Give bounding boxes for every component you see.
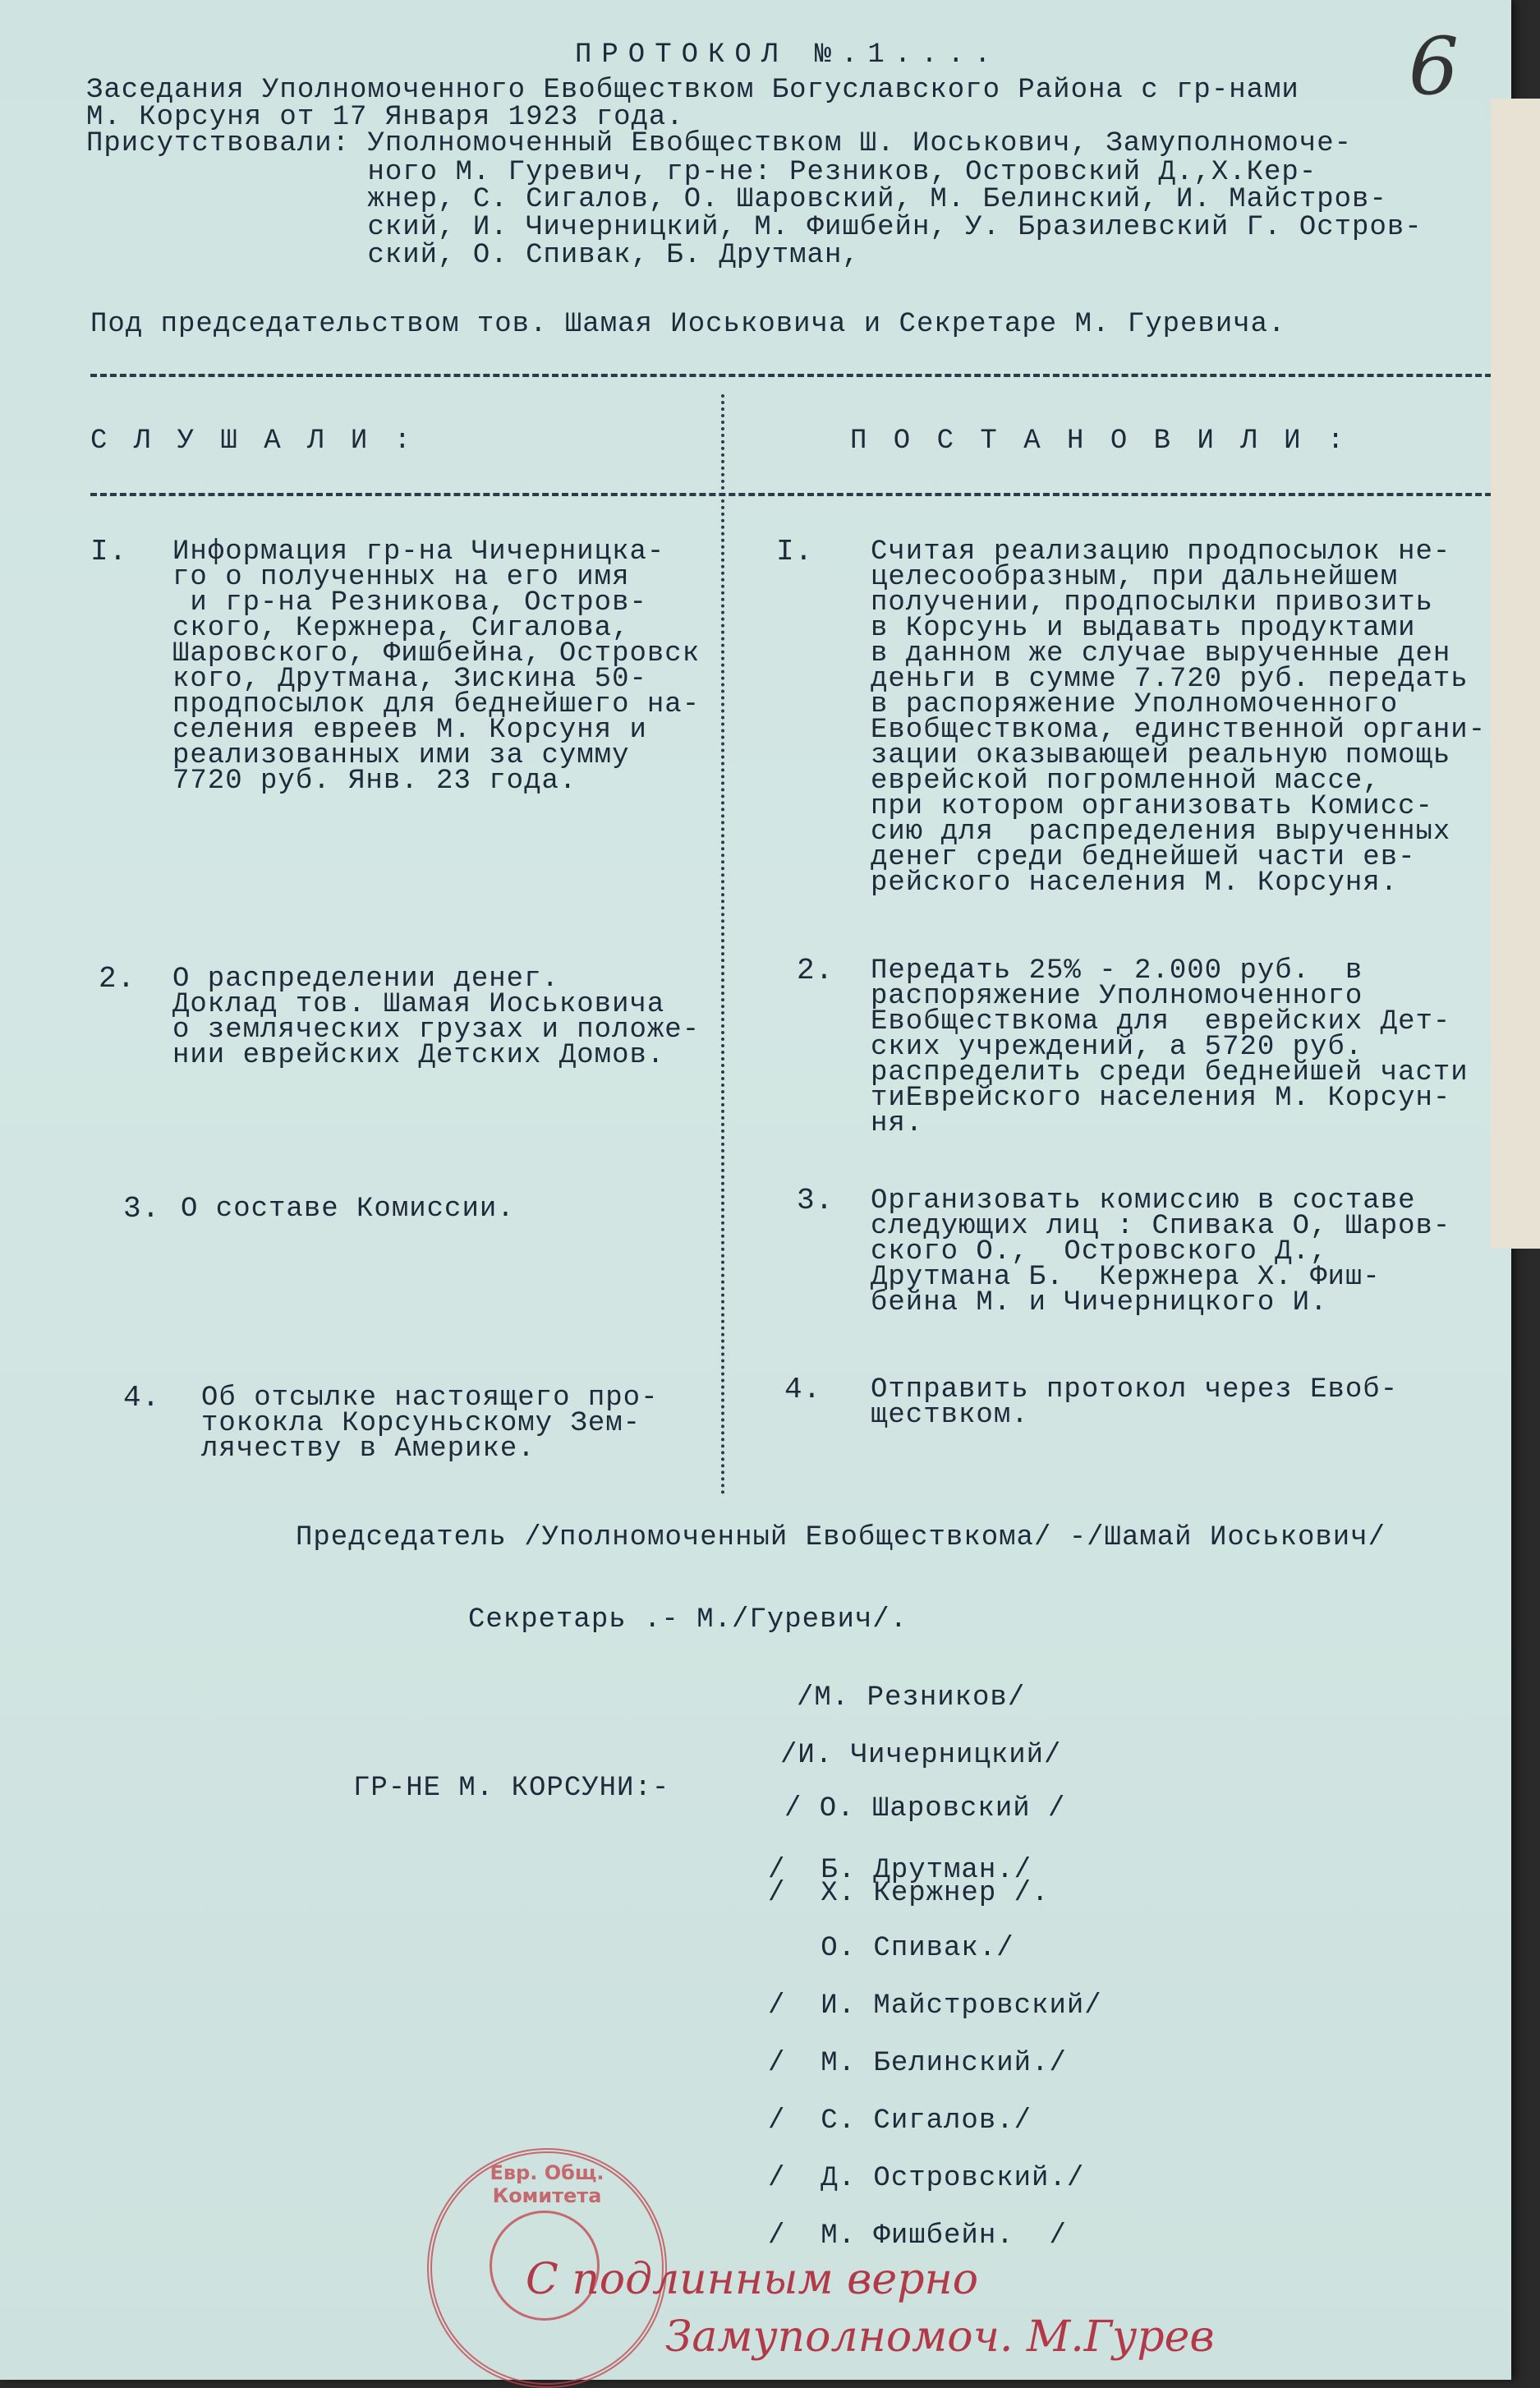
heard-text-line: О составе Комиссии. — [181, 1194, 515, 1225]
resolution-text-line: денег среди беднейшей части ев- — [871, 842, 1416, 873]
resolution-text-line: зации оказывающей реальную помощь — [871, 740, 1451, 771]
column-separator — [721, 394, 724, 1495]
heard-text-line: Доклад тов. Шамая Иоськовича — [172, 989, 665, 1020]
heard-text-line: 7720 руб. Янв. 23 года. — [172, 766, 577, 797]
header-line: жнер, С. Сигалов, О. Шаровский, М. Белинский, И. Майстров- — [86, 184, 1387, 215]
item-number-heard: 3. — [123, 1192, 161, 1226]
heard-text-line: го о полученных на его имя — [172, 562, 630, 593]
resolution-text-line: Евобществкома для еврейских Дет- — [871, 1006, 1451, 1038]
resolution-text-line: Друтмана Б. Кержнера Х. Фиш- — [871, 1262, 1381, 1293]
heard-text-line: о земляческих грузах и положе- — [172, 1015, 701, 1046]
protocol-title: ПРОТОКОЛ №.1.... — [575, 39, 1001, 71]
divider-columns — [90, 493, 1511, 496]
header-line: ного М. Гуревич, гр-не: Резников, Островский Д.,Х.Кер- — [86, 157, 1317, 188]
signatories-label: ГР-НЕ М. КОРСУНИ:- — [353, 1773, 670, 1804]
resolution-text-line: деньги в сумме 7.720 руб. передать — [871, 664, 1469, 695]
resolution-text-line: получении, продпосылки привозить — [871, 587, 1433, 619]
signatory-name: / М. Фишбейн. / — [768, 2220, 1067, 2252]
resolution-text-line: Передать 25% - 2.000 руб. в — [871, 955, 1363, 987]
signatory-name: / О. Шаровский / — [784, 1793, 1066, 1824]
heard-text-line: селения евреев М. Корсуня и — [172, 715, 647, 746]
header-line: ский, О. Спивак, Б. Друтман, — [86, 240, 860, 271]
resolution-text-line: при котором организовать Комисс- — [871, 791, 1433, 822]
signatory-name: / Х. Кержнер /. — [768, 1878, 1050, 1909]
item-number-heard: I. — [90, 535, 128, 568]
chair-line: Под председательством тов. Шамая Иоськовича и Секретаре М. Гуревича. — [90, 309, 1286, 340]
heard-text-line: кого, Друтмана, Зискина 50- — [172, 664, 647, 695]
resolution-text-line: сию для распределения вырученных — [871, 817, 1451, 848]
page-number-mark: 6 — [1409, 21, 1460, 113]
resolution-text-line: в Корсунь и выдавать продуктами — [871, 613, 1416, 644]
resolution-text-line: ского О., Островского Д., — [871, 1236, 1328, 1268]
resolution-text-line: в распоряжение Уполномоченного — [871, 689, 1399, 720]
heard-text-line: Об отсылке настоящего про- — [201, 1383, 659, 1414]
resolution-text-line: бейна М. и Чичерницкого И. — [871, 1287, 1328, 1318]
resolution-text-line: следующих лиц : Спивака О, Шаров- — [871, 1211, 1451, 1242]
item-number-resolved: I. — [776, 535, 814, 568]
seal-text: Евр. Общ. Комитета — [490, 2161, 605, 2207]
signatory-name: / Б. Друтман./ — [768, 1855, 1032, 1886]
heard-text-line: и гр-на Резникова, Остров- — [172, 587, 647, 619]
heard-text-line: Шаровского, Фишбейна, Островск — [172, 638, 701, 669]
resolution-text-line: распределить среди беднейшей части — [871, 1057, 1469, 1088]
divider-top — [90, 374, 1511, 377]
item-number-heard: 2. — [99, 962, 136, 996]
heard-text-line: Информация гр-на Чичерницка- — [172, 536, 665, 568]
resolution-text-line: Организовать комиссию в составе — [871, 1185, 1416, 1217]
resolution-text-line: ществком. — [871, 1400, 1029, 1431]
signatory-name: /И. Чичерницкий/ — [780, 1740, 1062, 1771]
signatory-name: О. Спивак./ — [768, 1933, 1014, 1964]
heard-text-line: реализованных ими за сумму — [172, 740, 630, 771]
item-number-resolved: 3. — [797, 1184, 834, 1217]
signatory-name: / С. Сигалов./ — [768, 2105, 1032, 2137]
header-line: ский, И. Чичерницкий, М. Фишбейн, У. Бразилевский Г. Остров- — [86, 212, 1423, 243]
heard-text-line: нии еврейских Детских Домов. — [172, 1040, 665, 1071]
header-line: М. Корсуня от 17 Января 1923 года. — [86, 102, 684, 133]
heard-text-line: продпосылок для беднейшего на- — [172, 689, 701, 720]
heard-text-line: ского, Кержнера, Сигалова, — [172, 613, 630, 644]
header-line: Присутствовали: Уполномоченный Евобществком Ш. Иоськович, Замуполномоче- — [86, 128, 1353, 159]
item-number-heard: 4. — [123, 1381, 161, 1415]
resolution-text-line: Отправить протокол через Евоб- — [871, 1374, 1399, 1406]
chairman-signature: Председатель /Уполномоченный Евобществкома/ -/Шамай Иоськович/ — [296, 1522, 1386, 1553]
resolution-text-line: тиЕврейского населения М. Корсун- — [871, 1083, 1451, 1114]
resolution-text-line: еврейской погромленной массе, — [871, 766, 1381, 797]
secretary-signature: Секретарь .- М./Гуревич/. — [468, 1604, 908, 1636]
resolution-text-line: целесообразным, при дальнейшем — [871, 562, 1399, 593]
item-number-resolved: 4. — [784, 1373, 822, 1406]
signatory-name: / М. Белинский./ — [768, 2048, 1067, 2079]
signatory-name: / Д. Островский./ — [768, 2163, 1085, 2194]
resolution-text-line: в данном же случае вырученные ден — [871, 638, 1451, 669]
header-line: Заседания Уполномоченного Евобществком Богуславского Района с гр-нами — [86, 75, 1299, 106]
underlying-page-edge — [1491, 99, 1540, 1249]
column-title-resolved: П О С Т А Н О В И Л И : — [850, 426, 1349, 457]
heard-text-line: лячеству в Америке. — [201, 1433, 536, 1465]
resolution-text-line: ских учреждений, а 5720 руб. — [871, 1032, 1363, 1063]
signatory-name: / И. Майстровский/ — [768, 1990, 1102, 2022]
heard-text-line: тококла Корсуньскому Зем- — [201, 1408, 641, 1439]
resolution-text-line: рейского населения М. Корсуня. — [871, 867, 1399, 899]
column-title-heard: С Л У Ш А Л И : — [90, 426, 416, 457]
item-number-resolved: 2. — [797, 954, 834, 987]
handwritten-signature: Замуполномоч. М.Гурев — [665, 2312, 1215, 2362]
resolution-text-line: распоряжение Уполномоченного — [871, 981, 1363, 1012]
handwritten-certification: С подлинным верно — [526, 2255, 979, 2304]
signatory-name: /М. Резников/ — [797, 1682, 1026, 1714]
resolution-text-line: Считая реализацию продпосылок не- — [871, 536, 1451, 568]
resolution-text-line: ня. — [871, 1108, 924, 1139]
resolution-text-line: Евобществкома, единственной органи- — [871, 715, 1487, 746]
heard-text-line: О распределении денег. — [172, 964, 559, 995]
